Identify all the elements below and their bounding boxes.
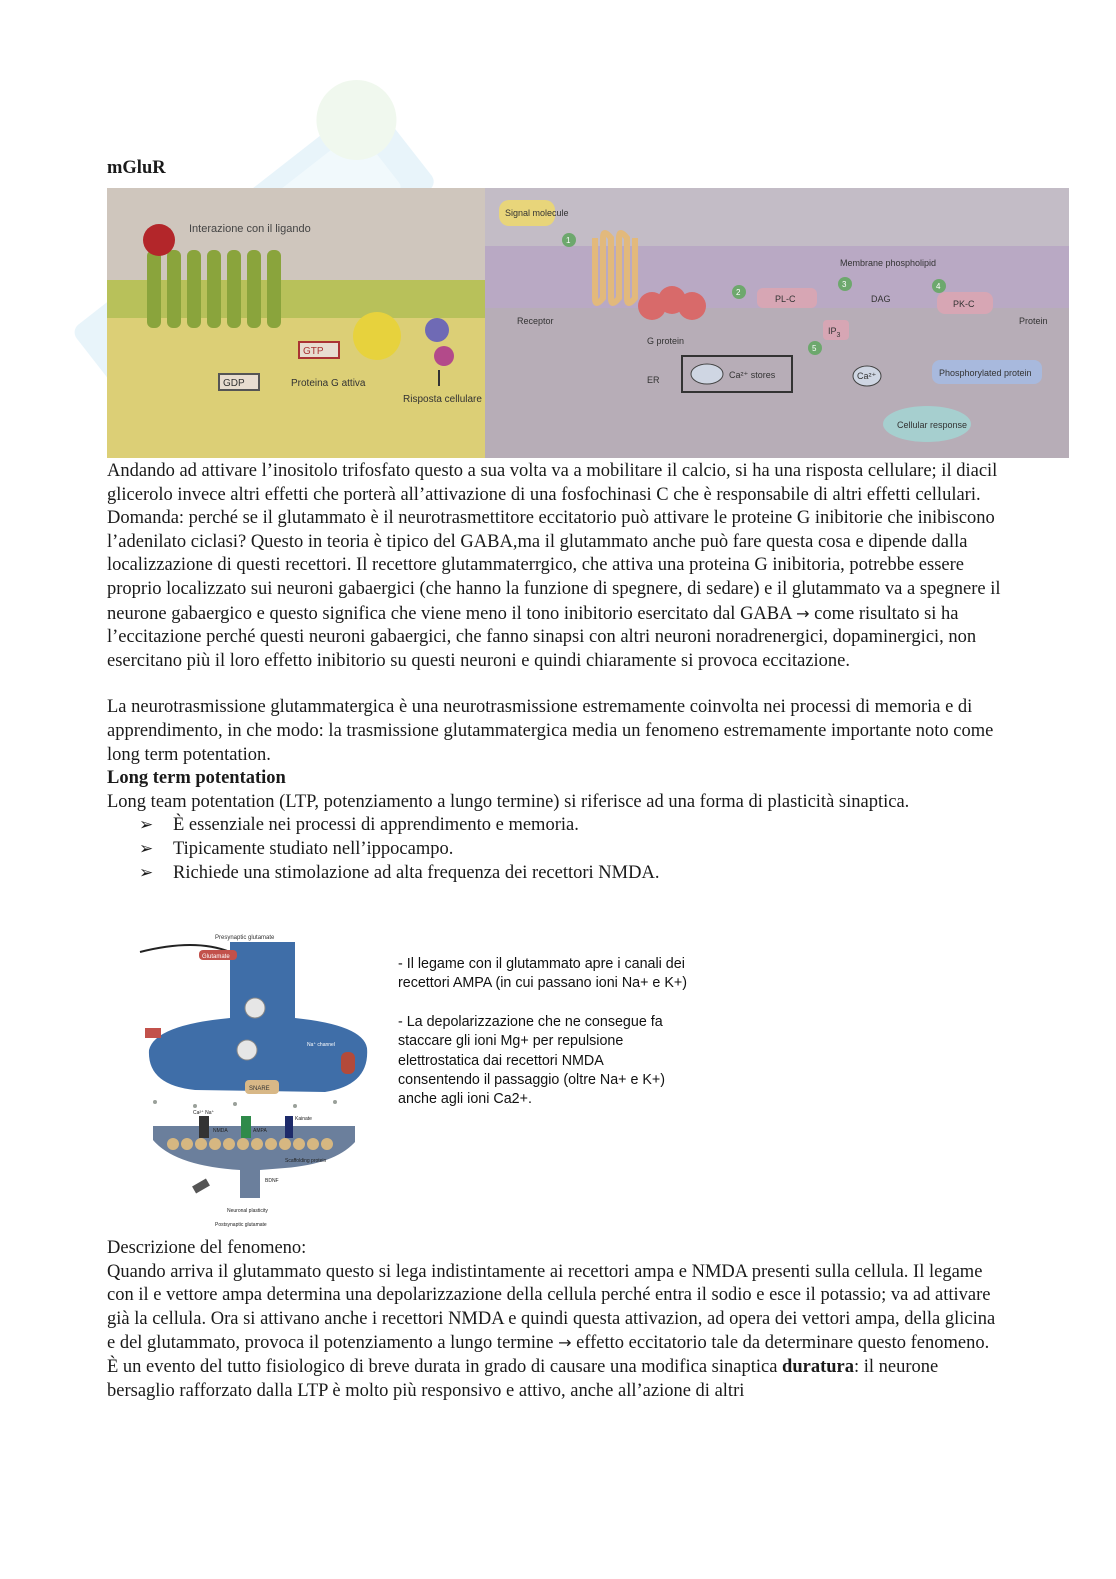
fig2-plasticity: Neuronal plasticity — [227, 1208, 268, 1214]
fig1-protein: Protein — [1019, 316, 1048, 326]
fig1-gtp: GTP — [303, 346, 324, 357]
synapse-figure — [135, 930, 380, 1230]
paragraph-ip3: Andando ad attivare l’inositolo trifosfato questo a sua volta va a mobilitare il calcio, si ha una risposta cellulare; il diacil glicerolo invece altri effetti che porterà all’attivazione di una fosfochinasi C che è responsabile di altri effetti cellulari. — [107, 461, 998, 505]
bullet-arrow-icon: ➢ — [139, 862, 154, 883]
fig2-snare: SNARE — [249, 1086, 270, 1092]
fig1-dag: DAG — [871, 294, 891, 304]
note-nmda: - La depolarizzazione che ne consegue fa staccare gli ioni Mg+ per repulsione elettrostatica dai recettori NMDA consentendo il passaggio (oltre Na+ e K+) anche agli ioni Ca2+. — [398, 1013, 666, 1108]
fig1-step-4: 4 — [936, 282, 941, 291]
section-title-mglur: mGluR — [107, 158, 166, 178]
arrow-icon: → — [558, 1333, 572, 1353]
paragraph-glutamatergic: La neurotrasmissione glutammatergica è una neurotrasmissione estremamente coinvolta nei processi di memoria e di apprendimento, in che modo: la trasmissione glutammatergica media un fenomeno estremamente importante noto come long term potentation. — [107, 697, 994, 765]
synapse-notes — [398, 955, 688, 1129]
note-ampa: - Il legame con il glutammato apre i canali dei recettori AMPA (in cui passano ioni Na+ e K+) — [398, 956, 687, 992]
fig1-membrane: Membrane phospholipid — [840, 258, 937, 268]
list-item: ➢ Tipicamente studiato nell’ippocampo. — [107, 838, 1007, 862]
fig1-er: ER — [647, 375, 660, 385]
description-paragraph-2: È un evento del tutto fisiologico di breve durata in grado di causare una modifica sinaptica duratura: il neurone bersaglio rafforzato dalla LTP è molto più responsivo e attivo, anche all’azione di altri — [107, 1356, 939, 1401]
fig2-bottom-label: Postsynaptic glutamate — [215, 1222, 267, 1228]
fig2-na-channel: Na⁺ channel — [307, 1042, 335, 1048]
paragraph-question: Domanda: perché se il glutammato è il neurotrasmettitore eccitatorio può attivare le proteine G inibitorie che inibiscono l’adenilato ciclasi? Questo in teoria è tipico del GABA,ma il glutammato anche può fare questa cosa e dipende dalla localizzazione di questi recettori. Il recettore glutammaterrgico, che attiva una proteina G inibitoria, potrebbe essere proprio localizzato sui neuroni gabaergici (che hanno la funzione di spegnere, di sedare) e il glutammato va a spegnere il neurone gabaergico e questo significa che viene meno il tono inibitorio esercitato dal GABA → come risultato si ha l’eccitazione perché questi neuroni gabaergici, che fanno sinapsi con altri neuroni noradrenergici, dopaminergici, non esercitano più il loro effetto inibitorio su questi neuroni e quindi chiaramente si provoca eccitazione. — [107, 508, 1001, 671]
fig1-signal: Signal molecule — [505, 208, 569, 218]
fig2-scaffold: Scaffolding protein — [285, 1158, 327, 1164]
section-title-ltp: Long term potentation — [107, 768, 286, 789]
fig2-glutamate: Glutamate — [202, 954, 230, 960]
fig1-g-active: Proteina G attiva — [291, 378, 366, 389]
description-text — [107, 1237, 1007, 1403]
fig1-step-3: 3 — [842, 280, 847, 289]
paragraph-ltp-intro: Long team potentation (LTP, potenziamento a lungo termine) si riferisce ad una forma di plasticità sinaptica. — [107, 791, 910, 812]
bullet-arrow-icon: ➢ — [139, 815, 154, 836]
list-item: ➢ È essenziale nei processi di apprendimento e memoria. — [107, 814, 1007, 838]
fig1-cellular: Cellular response — [897, 420, 968, 430]
fig2-bdnf: BDNF — [265, 1178, 279, 1184]
mglur-figure — [107, 188, 1069, 458]
fig1-receptor: Receptor — [517, 316, 554, 326]
fig2-ampa: AMPA — [253, 1128, 267, 1134]
fig1-ca-stores: Ca²⁺ stores — [729, 370, 776, 380]
ltp-bullet-list — [107, 814, 1007, 885]
fig1-response: Risposta cellulare — [403, 394, 482, 405]
fig2-ca-na: Ca²⁺ Na⁺ — [193, 1110, 215, 1116]
fig1-gprotein: G protein — [647, 336, 685, 346]
fig2-top-label: Presynaptic glutamate — [215, 935, 275, 941]
bullet-arrow-icon: ➢ — [139, 838, 154, 859]
fig1-plc: PL-C — [775, 294, 796, 304]
arrow-icon: → — [796, 603, 810, 623]
fig1-gdp: GDP — [223, 378, 245, 389]
fig1-step-1: 1 — [566, 236, 571, 245]
fig1-ligand-label: Interazione con il ligando — [189, 223, 311, 235]
fig2-nmda: NMDA — [213, 1128, 228, 1134]
fig1-pkc: PK-C — [953, 299, 975, 309]
fig1-step-5: 5 — [812, 344, 817, 353]
fig1-ca: Ca²⁺ — [857, 371, 877, 381]
fig2-kainate: Kainate — [295, 1116, 312, 1122]
mglur-text — [107, 460, 1007, 885]
description-paragraph-1: Quando arriva il glutammato questo si lega indistintamente ai recettori ampa e NMDA presenti sulla cellula. Il legame con il e vettore ampa determina una depolarizzazione della cellula perché entra il sodio e esce il potassio; va ad attivare già la cellula. Ora si attivano anche i recettori NMDA e quindi questa attivazion, ad opera dei vettori ampa, della glicina e del glutammato, provoca il potenziamento a lungo termine → effetto eccitatorio tale da determinare questo fenomeno. — [107, 1261, 996, 1354]
description-title: Descrizione del fenomeno: — [107, 1238, 307, 1258]
fig1-phospho: Phosphorylated protein — [939, 368, 1032, 378]
fig1-ip3: $IP_3$ — [828, 326, 841, 339]
list-item: ➢ Richiede una stimolazione ad alta frequenza dei recettori NMDA. — [107, 862, 1007, 886]
fig1-step-2: 2 — [736, 288, 741, 297]
